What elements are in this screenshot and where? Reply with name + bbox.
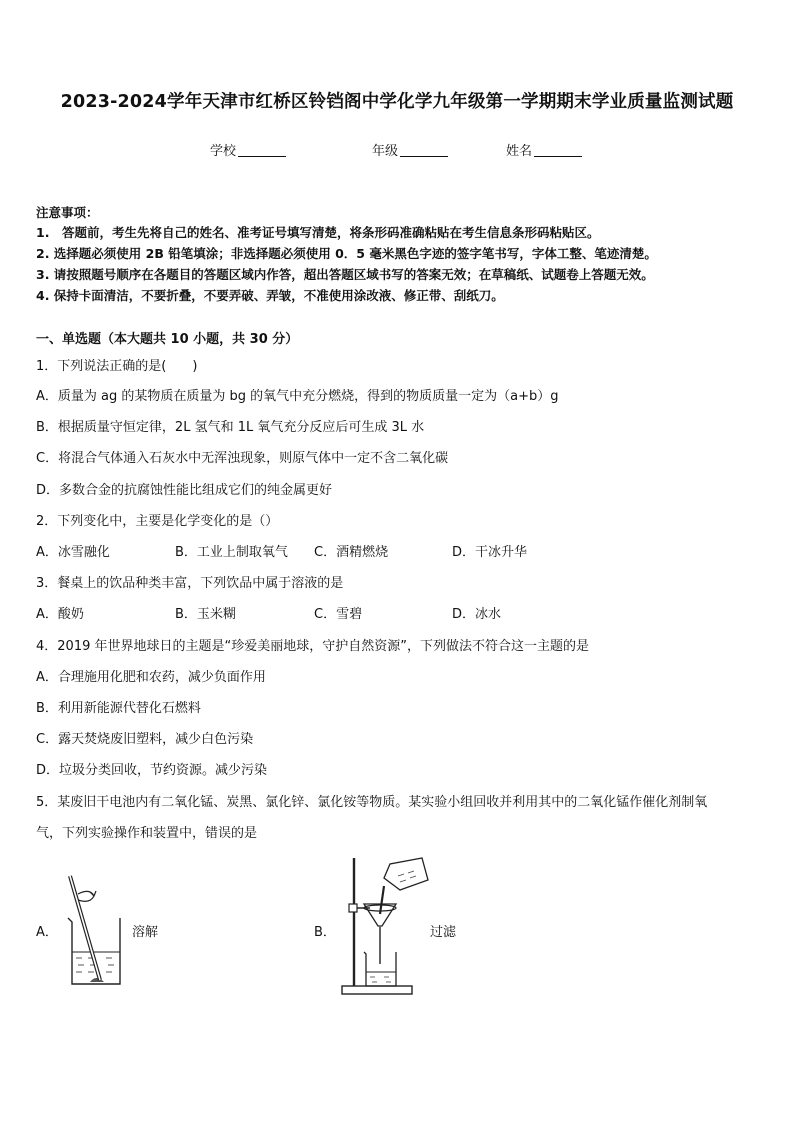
q4-option-c: C．露天焚烧废旧塑料，减少白色污染 bbox=[36, 732, 254, 747]
page-title: 2023-2024学年天津市红桥区铃铛阁中学化学九年级第一学期期末学业质量监测试题 bbox=[60, 92, 734, 112]
q2-option-a: A．冰雪融化 bbox=[36, 545, 110, 560]
q2-option-b: B．工业上制取氧气 bbox=[175, 545, 288, 560]
q3-option-a: A．酸奶 bbox=[36, 607, 84, 622]
school-label: 学校 bbox=[210, 144, 237, 159]
section-heading: 一、单选题（本大题共 10 小题，共 30 分） bbox=[36, 332, 299, 347]
name-blank bbox=[534, 143, 582, 157]
q4-stem: 4．2019 年世界地球日的主题是“珍爱美丽地球，守护自然资源”，下列做法不符合这一主题的是 bbox=[36, 639, 589, 654]
q4-option-b: B．利用新能源代替化石燃料 bbox=[36, 701, 201, 716]
school-field bbox=[210, 140, 286, 159]
q5-option-b-letter: B． bbox=[314, 925, 336, 940]
notice-item-4: 4. 保持卡面清洁，不要折叠，不要弄破、弄皱，不准使用涂改液、修正带、刮纸刀。 bbox=[36, 288, 504, 303]
notice-item-3: 3. 请按照题号顺序在各题目的答题区域内作答，超出答题区域书写的答案无效；在草稿纸、试题卷上答题无效。 bbox=[36, 267, 654, 282]
q4-option-d: D．垃圾分类回收，节约资源。减少污染 bbox=[36, 763, 268, 778]
notice-heading: 注意事项： bbox=[36, 205, 99, 220]
grade-label: 年级 bbox=[372, 144, 399, 159]
q3-option-c: C．雪碧 bbox=[314, 607, 363, 622]
q2-option-c: C．酒精燃烧 bbox=[314, 545, 389, 560]
q1-stem: 1．下列说法正确的是( ) bbox=[36, 359, 198, 374]
school-blank bbox=[238, 143, 286, 157]
grade-field bbox=[372, 140, 448, 159]
notice-item-1: 1. 答题前，考生先将自己的姓名、准考证号填写清楚，将条形码准确粘贴在考生信息条形码粘贴区。 bbox=[36, 225, 600, 240]
name-label: 姓名 bbox=[506, 144, 533, 159]
notice-item-2: 2. 选择题必须使用 2B 铅笔填涂；非选择题必须使用 0．5 毫米黑色字迹的签字笔书写，字体工整、笔迹清楚。 bbox=[36, 246, 657, 261]
q3-option-b: B．玉米糊 bbox=[175, 607, 236, 622]
grade-blank bbox=[400, 143, 448, 157]
q1-option-d: D．多数合金的抗腐蚀性能比组成它们的纯金属更好 bbox=[36, 483, 333, 498]
q5-option-a-label: 溶解 bbox=[132, 925, 159, 940]
beaker-stirring-rod-icon bbox=[60, 872, 132, 988]
q5-option-a-letter: A． bbox=[36, 925, 58, 940]
filtration-apparatus-icon bbox=[340, 856, 436, 998]
q5-stem-line-1: 5．某废旧干电池内有二氧化锰、炭黑、氯化锌、氯化铵等物质。某实验小组回收并利用其中的二氧化锰作催化剂制氧 bbox=[36, 795, 708, 810]
name-field bbox=[506, 140, 582, 159]
q1-option-a: A．质量为 ag 的某物质在质量为 bg 的氧气中充分燃烧，得到的物质质量一定为（a+b）g bbox=[36, 389, 559, 404]
q2-stem: 2．下列变化中，主要是化学变化的是（） bbox=[36, 514, 279, 529]
q4-option-a: A．合理施用化肥和农药，减少负面作用 bbox=[36, 670, 266, 685]
q1-option-b: B．根据质量守恒定律，2L 氢气和 1L 氧气充分反应后可生成 3L 水 bbox=[36, 420, 425, 435]
q3-option-d: D．冰水 bbox=[452, 607, 502, 622]
q1-option-c: C．将混合气体通入石灰水中无浑浊现象，则原气体中一定不含二氧化碳 bbox=[36, 451, 449, 466]
q2-option-d: D．干冰升华 bbox=[452, 545, 528, 560]
q3-stem: 3．餐桌上的饮品种类丰富，下列饮品中属于溶液的是 bbox=[36, 576, 344, 591]
q5-option-b-label: 过滤 bbox=[430, 925, 457, 940]
q5-stem-line-2: 气，下列实验操作和装置中，错误的是 bbox=[36, 826, 258, 841]
